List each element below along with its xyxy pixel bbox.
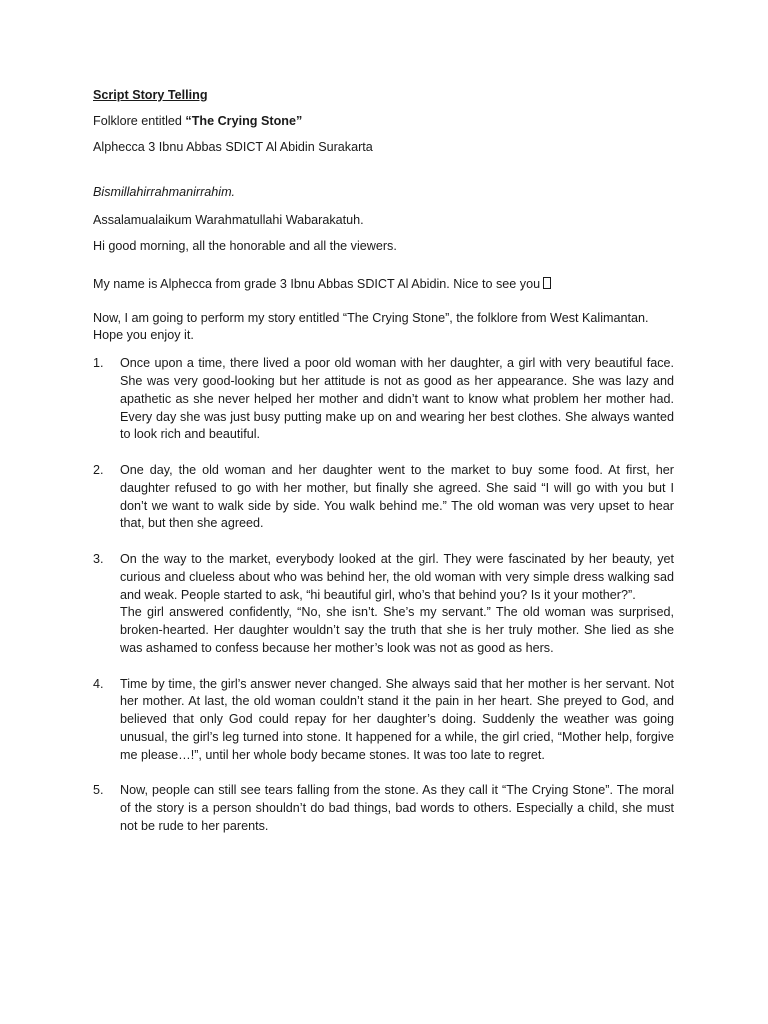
author-line: Alphecca 3 Ibnu Abbas SDICT Al Abidin Surakarta: [93, 139, 373, 154]
story-list: [93, 355, 674, 836]
story-title: “The Crying Stone”: [185, 113, 303, 128]
folklore-subtitle: [93, 113, 674, 131]
story-item-text: Once upon a time, there lived a poor old woman with her daughter, a girl with very beautiful face. She was very good-looking but her attitude is not as good as her appearance. She was lazy and apathetic as she never helped her mother and didn’t want to know what problem her mother had. Every day she was just busy putting make up on and wearing her best clothes. She always wanted to look rich and beautiful.: [120, 356, 674, 442]
story-item-number: 5.: [93, 783, 104, 798]
document-title: Script Story Telling: [93, 88, 208, 102]
story-item-3: [93, 551, 674, 658]
subtitle-prefix: Folklore entitled: [93, 113, 186, 128]
story-item-text: Now, people can still see tears falling from the stone. As they call it “The Crying Stone”. The moral of the story is a person shouldn’t do bad things, bad words to others. Especially a child, she must not be rude to her parents.: [120, 783, 674, 833]
perform-line: Now, I am going to perform my story entitled “The Crying Stone”, the folklore from West Kalimantan. Hope you enjoy it.: [93, 310, 649, 343]
name-line: [93, 276, 674, 294]
greeting-line: Hi good morning, all the honorable and all the viewers.: [93, 238, 397, 253]
story-item-number: 1.: [93, 356, 104, 371]
story-item-2: [93, 462, 674, 533]
story-item-number: 3.: [93, 551, 104, 566]
story-item-1: [93, 355, 674, 444]
name-line-text: My name is Alphecca from grade 3 Ibnu Abbas SDICT Al Abidin. Nice to see you: [93, 276, 541, 291]
missing-glyph-icon: [543, 277, 551, 289]
salam-line: Assalamualaikum Warahmatullahi Wabarakatuh.: [93, 213, 364, 228]
story-item-text-continued: The girl answered confidently, “No, she isn’t. She’s my servant.” The old woman was surprised, broken-hearted. Her daughter wouldn’t say the truth that she is her truly mother. She lied as she was ashamed to confess because her mother’s look was not as good as hers.: [120, 605, 674, 655]
story-item-text: Time by time, the girl’s answer never changed. She always said that her mother is her servant. Not her mother. At last, the old woman couldn’t stand it the pain in her heart. She preyed to God, and believed that only God could repay for her daughter’s doing. Suddenly the weather was going unusual, the girl’s leg turned into stone. It happened for a while, the girl cried, “Mother help, forgive me please…!”, until her whole body became stones. It was too late to regret.: [120, 676, 674, 762]
story-item-text: One day, the old woman and her daughter went to the market to buy some food. At first, her daughter refused to go with her mother, but finally she agreed. She said “I will go with you but I don’t we want to walk side by side. You walk behind me.” The old woman was very upset to hear that, but then she agreed.: [120, 462, 674, 531]
story-item-number: 4.: [93, 676, 104, 691]
story-item-number: 2.: [93, 462, 104, 477]
basmala-line: Bismillahirrahmanirrahim.: [93, 185, 236, 200]
story-item-text: On the way to the market, everybody looked at the girl. They were fascinated by her beauty, yet curious and clueless about who was behind her, the old woman with very simple dress walking sad and weak. People started to ask, “hi beautiful girl, who’s that behind you? Is it your mother?”.: [120, 551, 674, 602]
story-item-5: [93, 782, 674, 835]
story-item-4: [93, 676, 674, 765]
